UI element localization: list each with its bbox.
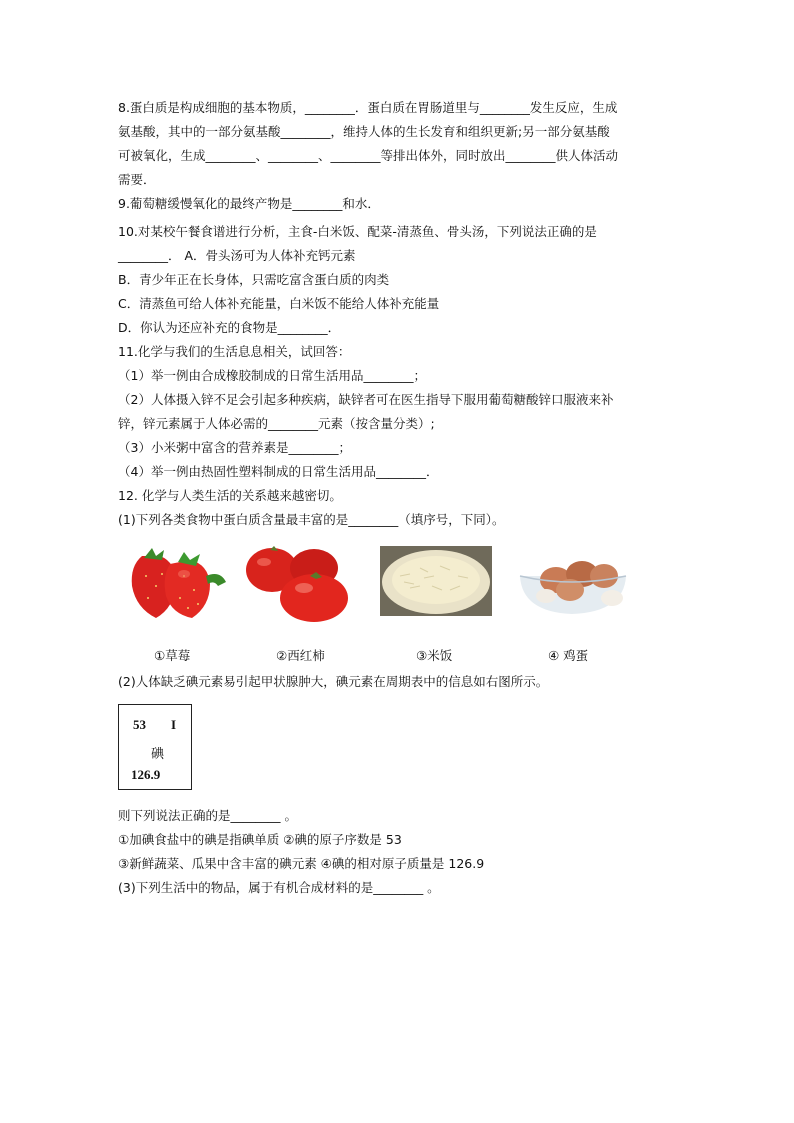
caption-tomato: ②西红柿 <box>276 648 325 663</box>
q12-part-1: (1)下列各类食物中蛋白质含量最丰富的是________（填序号，下同）。 <box>118 512 505 527</box>
q10-option-c: C．清蒸鱼可给人体补充能量，白米饭不能给人体补充能量 <box>118 296 440 311</box>
q8-line-3: 可被氧化，生成________、________、________等排出体外，同时放出________供人体活动 <box>118 148 619 163</box>
q10-line-1: 10.对某校午餐食谱进行分析，主食-白米饭、配菜-清蒸鱼、骨头汤，下列说法正确的是 <box>118 224 597 239</box>
atomic-mass: 126.9 <box>131 767 161 782</box>
q11-line-1: 11.化学与我们的生活息息相关，试回答： <box>118 344 351 359</box>
q12-options-1-2: ①加碘食盐中的碘是指碘单质 ②碘的原子序数是 53 <box>118 832 402 847</box>
q9-line-1: 9.葡萄糖缓慢氧化的最终产物是________和水． <box>118 196 380 211</box>
q8-line-4: 需要． <box>118 172 156 187</box>
q11-part-4: （4）举一例由热固性塑料制成的日常生活用品________． <box>118 464 439 479</box>
q12-part-2: (2)人体缺乏碘元素易引起甲状腺肿大，碘元素在周期表中的信息如右图所示。 <box>118 674 549 689</box>
q8-line-2: 氨基酸，其中的一部分氨基酸________，维持人体的生长发育和组织更新;另一部分氨基酸 <box>118 124 610 139</box>
q11-part-3: （3）小米粥中富含的营养素是________； <box>118 440 351 455</box>
rice-image <box>380 546 492 616</box>
q11-part-1: （1）举一例由合成橡胶制成的日常生活用品________； <box>118 368 426 383</box>
q11-part-2-cont: 锌，锌元素属于人体必需的________元素（按含量分类）; <box>118 416 435 431</box>
q12-line-1: 12. 化学与人类生活的关系越来越密切。 <box>118 488 342 503</box>
q10-line-2: ________． A．骨头汤可为人体补充钙元素 <box>118 248 356 263</box>
tomato-image <box>244 546 354 622</box>
element-name: 碘 <box>151 747 165 762</box>
q10-option-b: B．青少年正在长身体，只需吃富含蛋白质的肉类 <box>118 272 390 287</box>
q12-part-2-question: 则下列说法正确的是________ 。 <box>118 808 297 823</box>
q12-part-3: (3)下列生活中的物品，属于有机合成材料的是________ 。 <box>118 880 440 895</box>
element-symbol: I <box>171 717 177 732</box>
iodine-element-card <box>118 704 192 790</box>
q10-option-d: D．你认为还应补充的食物是________． <box>118 320 341 335</box>
atomic-number: 53 <box>133 717 146 732</box>
food-images <box>118 546 678 642</box>
q12-options-3-4: ③新鲜蔬菜、瓜果中含丰富的碘元素 ④碘的相对原子质量是 126.9 <box>118 856 485 871</box>
strawberry-image <box>122 546 232 622</box>
q8-line-1: 8.蛋白质是构成细胞的基本物质，________．蛋白质在胃肠道里与________发生反应，生成 <box>118 100 618 115</box>
caption-egg: ④ 鸡蛋 <box>548 648 589 663</box>
egg-image <box>516 546 630 616</box>
caption-strawberry: ①草莓 <box>154 648 191 663</box>
question-content <box>118 96 678 900</box>
caption-rice: ③米饭 <box>416 648 453 663</box>
q11-part-2: （2）人体摄入锌不足会引起多种疾病，缺锌者可在医生指导下服用葡萄糖酸锌口服液来补 <box>118 392 614 407</box>
food-captions <box>118 646 678 670</box>
